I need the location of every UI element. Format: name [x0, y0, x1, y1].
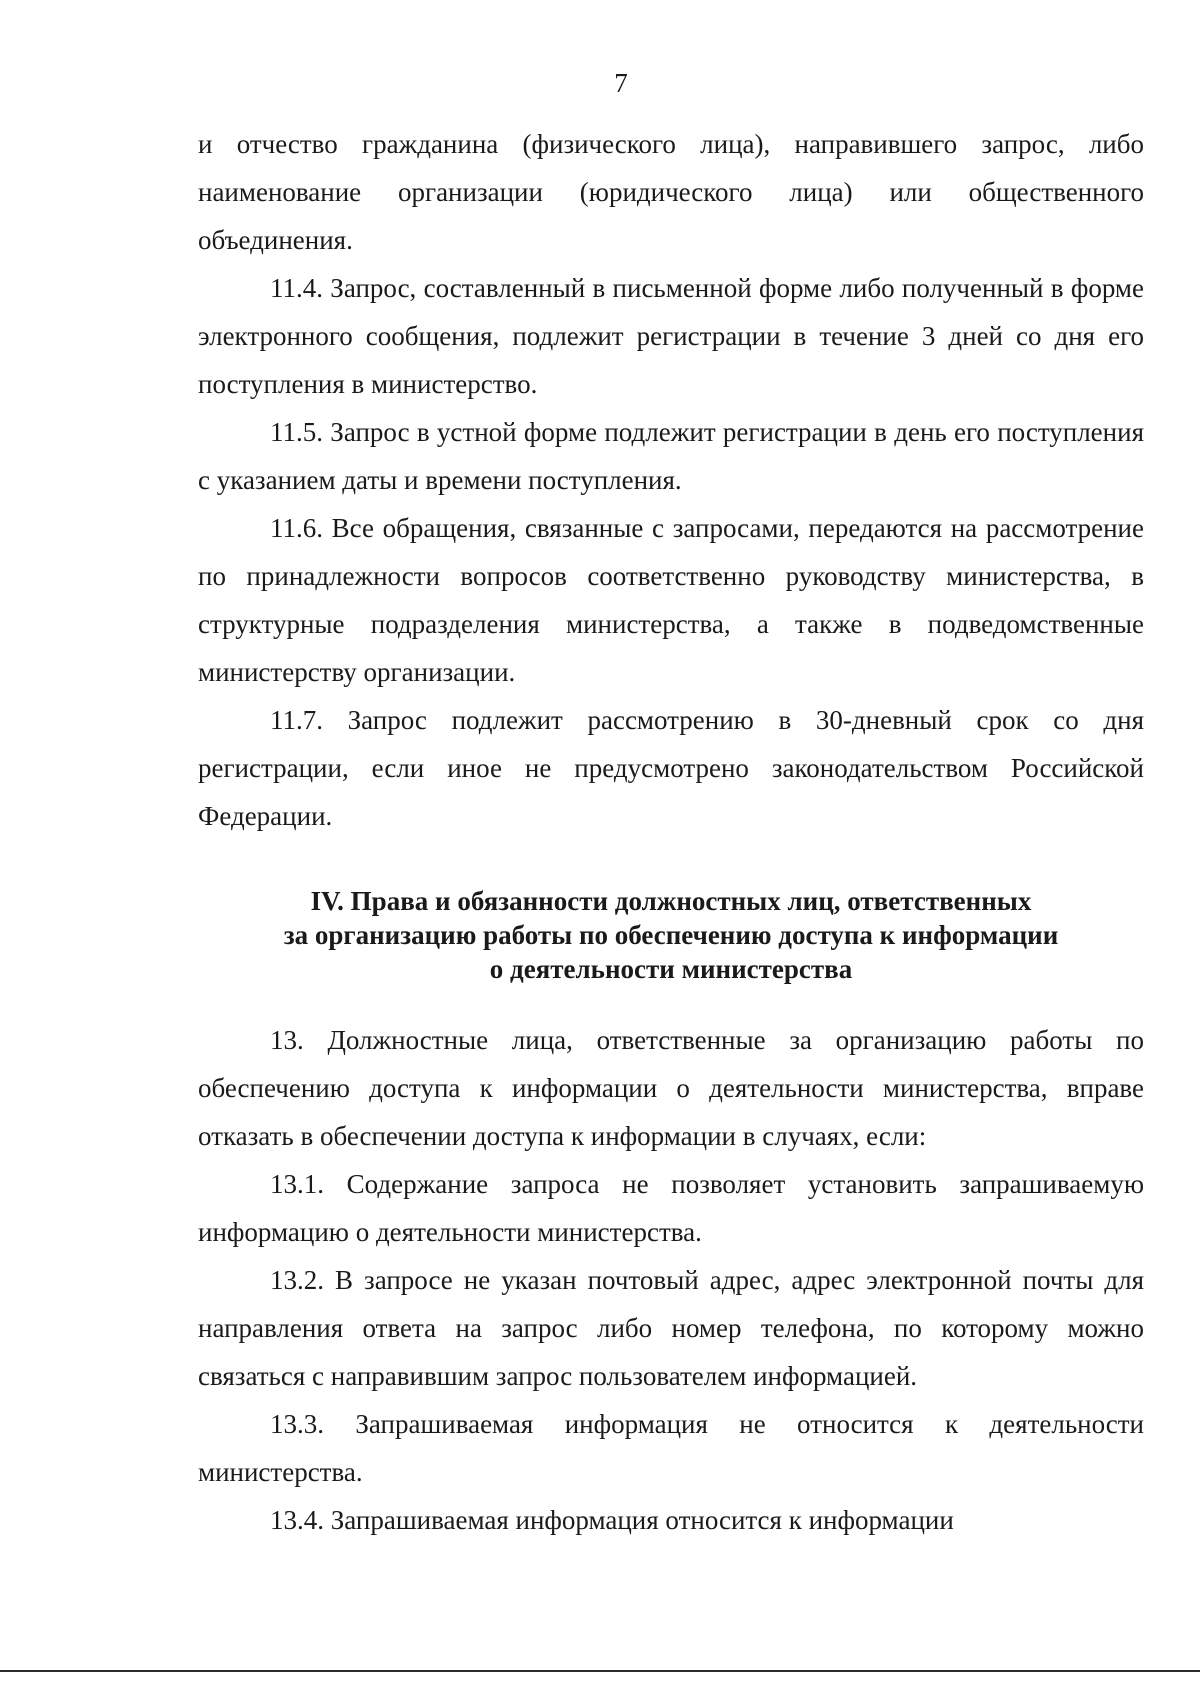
section-heading-line: IV. Права и обязанности должностных лиц, ответственных	[310, 886, 1032, 916]
paragraph-11-6: 11.6. Все обращения, связанные с запросами, передаются на рассмотрение по принадлежности вопросов соответственно руководству министерства, в структурные подразделения министерства, а также в подведомственные министерству организации.	[198, 513, 1144, 687]
paragraph-continuation: и отчество гражданина (физического лица), направившего запрос, либо наименование организации (юридического лица) или общественного объединения.	[198, 129, 1144, 255]
paragraph-13-1: 13.1. Содержание запроса не позволяет установить запрашиваемую информацию о деятельности министерства.	[198, 1169, 1144, 1247]
paragraph-13-4: 13.4. Запрашиваемая информация относится к информации	[270, 1505, 954, 1535]
paragraph-13: 13. Должностные лица, ответственные за организацию работы по обеспечению доступа к информации о деятельности министерства, вправе отказать в обеспечении доступа к информации в случаях, если:	[198, 1025, 1144, 1151]
section-heading-line: о деятельности министерства	[489, 954, 853, 984]
paragraph-11-5: 11.5. Запрос в устной форме подлежит регистрации в день его поступления с указанием даты и времени поступления.	[198, 417, 1144, 495]
page-bottom-rule	[0, 1670, 1200, 1672]
paragraph-11-7: 11.7. Запрос подлежит рассмотрению в 30-дневный срок со дня регистрации, если иное не предусмотрено законодательством Российской Федерации.	[198, 705, 1144, 831]
document-body	[198, 120, 1144, 1544]
paragraph-13-2: 13.2. В запросе не указан почтовый адрес, адрес электронной почты для направления ответа на запрос либо номер телефона, по которому можно связаться с направившим запрос пользователем информацией.	[198, 1265, 1144, 1391]
paragraph-13-3: 13.3. Запрашиваемая информация не относится к деятельности министерства.	[198, 1409, 1144, 1487]
section-heading-line: за организацию работы по обеспечению доступа к информации	[283, 920, 1059, 950]
section-heading	[198, 884, 1144, 986]
page-number: 7	[614, 68, 628, 98]
paragraph-11-4: 11.4. Запрос, составленный в письменной форме либо полученный в форме электронного сообщения, подлежит регистрации в течение 3 дней со дня его поступления в министерство.	[198, 273, 1144, 399]
